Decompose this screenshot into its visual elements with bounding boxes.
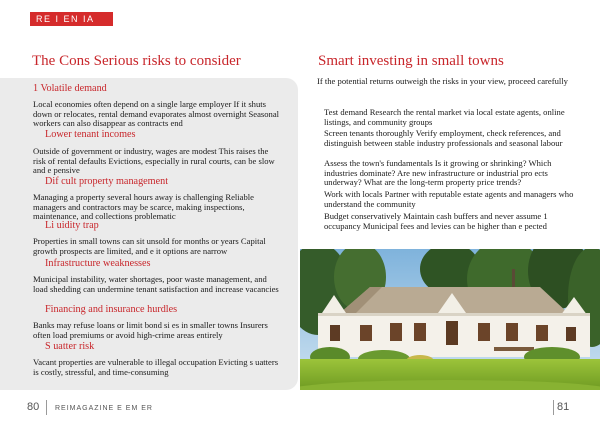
page-number-right: 81 [557, 401, 570, 413]
risk-body: Local economies often depend on a single large employer If it shuts down or relocates, rental demand evaporates almost overnight Seasonal workers can also disappear as contracts end [33, 99, 280, 129]
risk-title: S uatter risk [45, 341, 95, 352]
folio-divider [46, 400, 47, 415]
cape-dutch-farmhouse-photo [300, 249, 600, 390]
magazine-name: REIMAGAZINE E EM ER [55, 405, 153, 412]
page-number-left: 80 [27, 401, 40, 413]
section-tab: RE I EN IA [30, 12, 113, 26]
risk-title: 1 Volatile demand [33, 83, 107, 94]
risk-title: Financing and insurance hurdles [45, 304, 178, 315]
cons-heading: The Cons Serious risks to consider [32, 53, 241, 69]
risk-body: Managing a property several hours away is challenging Reliable managers and contractors may be scarce, making inspections, maintenance, and collections problematic [33, 192, 254, 222]
tip-item: Assess the town's fundamentals Is it growing or shrinking? Which industries dominate? Are new infrastructure or industrial pro ects underway? What are the long-term property price trends? [324, 158, 552, 188]
risk-body: Vacant properties are vulnerable to illegal occupation Evicting s uatters is costly, stressful, and time-consuming [33, 357, 279, 377]
smart-investing-heading: Smart investing in small towns [318, 53, 504, 69]
risks-panel [0, 78, 298, 390]
tip-item: Screen tenants thoroughly Verify employment, check references, and distinguish between stable industry professionals and seasonal labour [324, 128, 563, 148]
right-page [300, 0, 600, 424]
risk-body: Properties in small towns can sit unsold for months or years Capital growth prospects are limited, and e it options are narrow [33, 236, 266, 256]
tip-item: Test demand Research the rental market via local estate agents, online listings, and community groups [324, 107, 565, 127]
tip-item: Budget conservatively Maintain cash buffers and never assume 1 occupancy Municipal fees and levies can be higher than e pected [324, 211, 548, 231]
risk-title: Infrastructure weaknesses [45, 258, 151, 269]
risk-title: Li uidity trap [45, 220, 99, 231]
intro-text: If the potential returns outweigh the risks in your view, proceed carefully [317, 76, 568, 86]
risk-title: Dif cult property management [45, 176, 169, 187]
risk-title: Lower tenant incomes [45, 129, 136, 140]
risk-body: Municipal instability, water shortages, poor waste management, and load shedding can undermine tenant satisfaction and increase vacancies [33, 274, 279, 294]
risk-body: Outside of government or industry, wages are modest This raises the risk of rental defaults Evictions, especially in rural courts, can be slow and e pensive [33, 146, 275, 176]
risk-body: Banks may refuse loans or limit bond si es in smaller towns Insurers often load premiums or avoid high-crime areas entirely [33, 320, 268, 340]
tip-item: Work with locals Partner with reputable estate agents and managers who understand the community [324, 189, 574, 209]
folio-divider [553, 400, 554, 415]
